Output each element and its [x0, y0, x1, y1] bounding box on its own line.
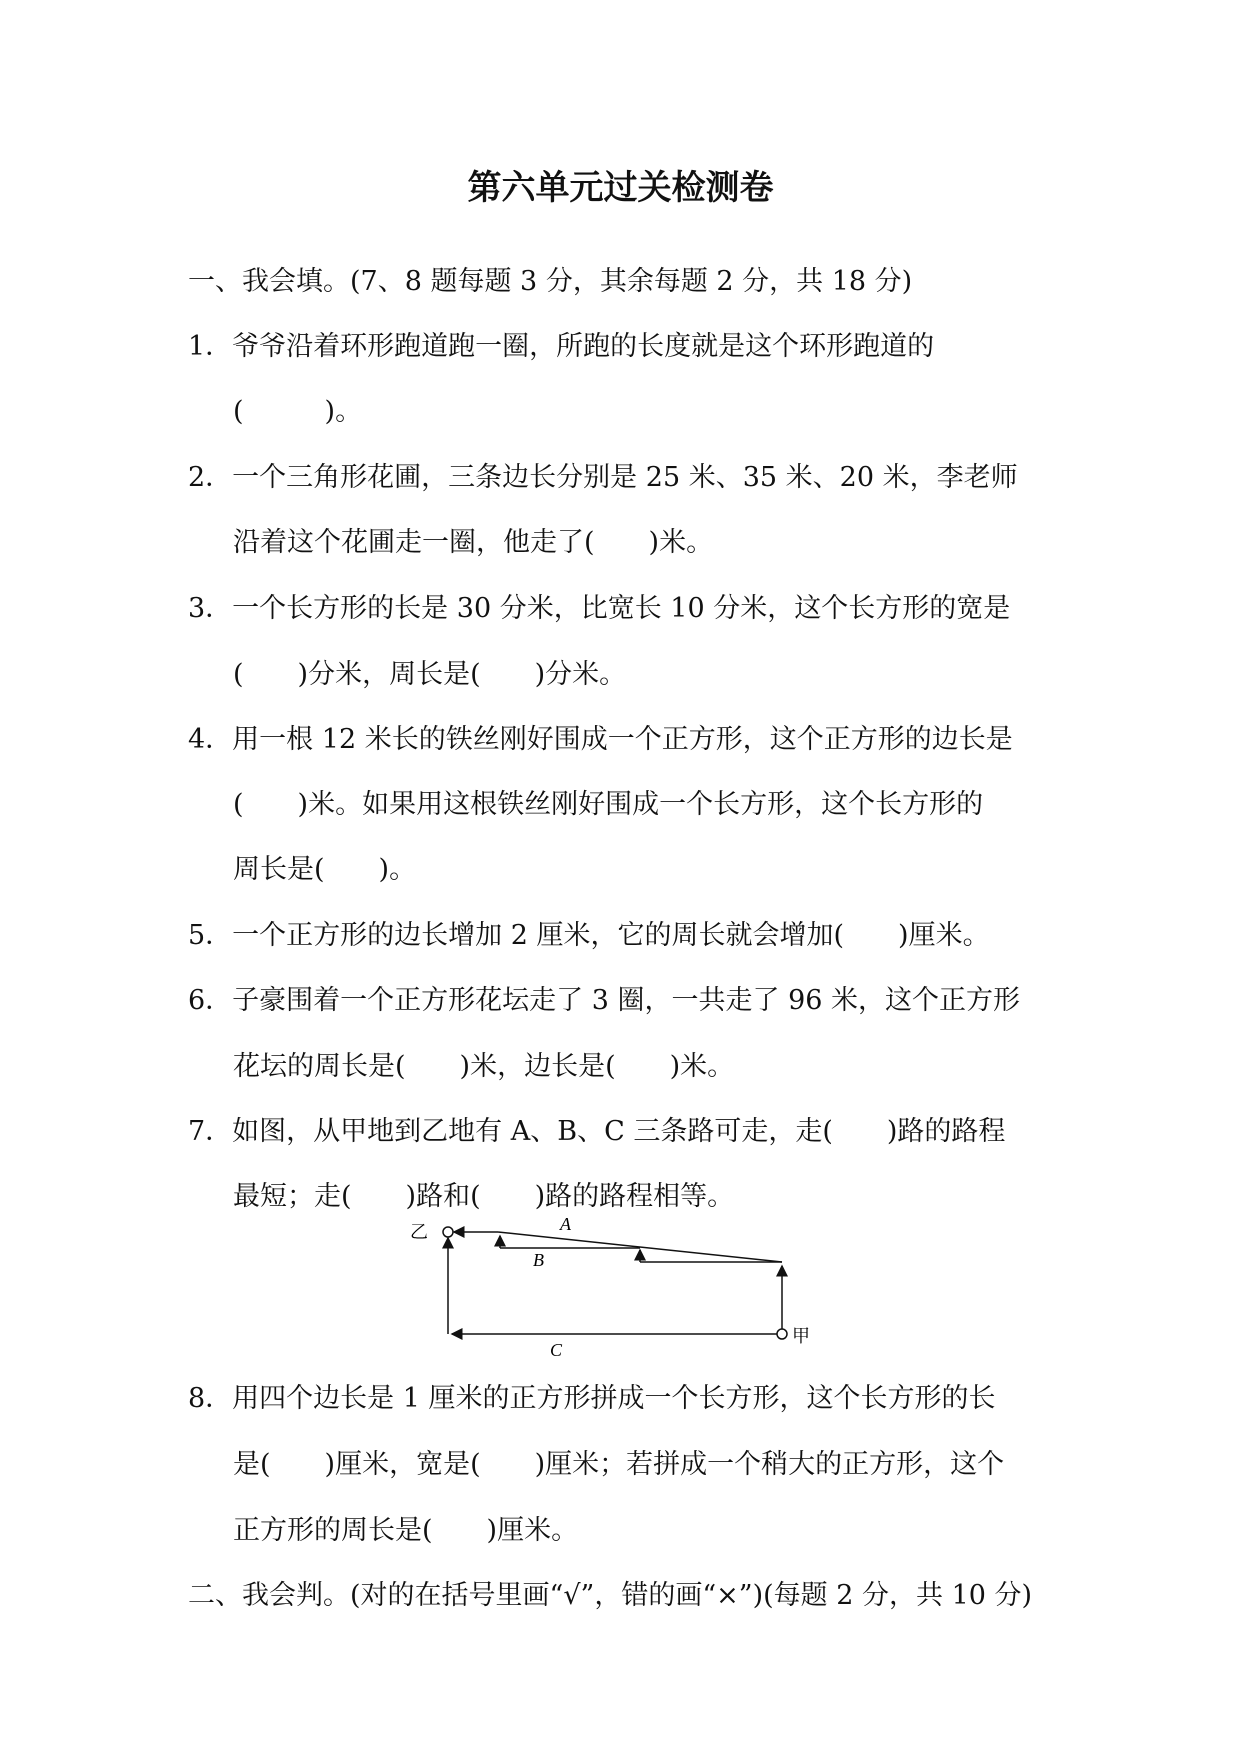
point-jia [777, 1329, 787, 1339]
q5-line-1: 5．一个正方形的边长增加 2 厘米，它的周长就会增加( )厘米。 [188, 920, 990, 951]
q1-line-1: 1．爷爷沿着环形跑道跑一圈，所跑的长度就是这个环形跑道的 [188, 331, 935, 362]
q2-line-1: 2．一个三角形花圃，三条边长分别是 25 米、35 米、20 米，李老师 [188, 462, 1018, 493]
page-title: 第六单元过关检测卷 [467, 168, 774, 208]
section-2-heading: 二、我会判。(对的在括号里画“√”，错的画“×”)(每题 2 分，共 10 分) [188, 1580, 1033, 1611]
q6-line-2: 花坛的周长是( )米，边长是( )米。 [233, 1051, 735, 1082]
point-yi [443, 1227, 453, 1237]
q3-line-1: 3．一个长方形的长是 30 分米，比宽长 10 分米，这个长方形的宽是 [188, 593, 1011, 624]
q6-line-1: 6．子豪围着一个正方形花坛走了 3 圈，一共走了 96 米，这个正方形 [188, 985, 1021, 1016]
route-diagram [410, 1218, 830, 1372]
label-a: A [560, 1218, 571, 1234]
q7-line-1: 7．如图，从甲地到乙地有 A、B、C 三条路可走，走( )路的路程 [188, 1116, 1006, 1147]
q8-line-1: 8．用四个边长是 1 厘米的正方形拼成一个长方形，这个长方形的长 [188, 1383, 996, 1414]
q4-line-2: ( )米。如果用这根铁丝刚好围成一个长方形，这个长方形的 [233, 789, 984, 820]
section-1-heading: 一、我会填。(7、8 题每题 3 分，其余每题 2 分，共 18 分) [188, 266, 913, 297]
q8-line-3: 正方形的周长是( )厘米。 [233, 1515, 579, 1546]
label-c: C [550, 1340, 563, 1360]
q2-line-2: 沿着这个花圃走一圈，他走了( )米。 [233, 527, 714, 558]
route-diagram-svg [410, 1218, 830, 1368]
label-yi: 乙 [410, 1222, 428, 1242]
q4-line-1: 4．用一根 12 米长的铁丝刚好围成一个正方形，这个正方形的边长是 [188, 724, 1013, 755]
q8-line-2: 是( )厘米，宽是( )厘米；若拼成一个稍大的正方形，这个 [233, 1449, 1005, 1480]
q3-line-2: ( )分米，周长是( )分米。 [233, 659, 627, 690]
q4-line-3: 周长是( )。 [233, 854, 417, 885]
label-jia: 甲 [792, 1326, 810, 1346]
q1-line-2: ( )。 [233, 396, 363, 427]
label-b: B [533, 1250, 544, 1270]
q7-line-2: 最短；走( )路和( )路的路程相等。 [233, 1181, 735, 1212]
